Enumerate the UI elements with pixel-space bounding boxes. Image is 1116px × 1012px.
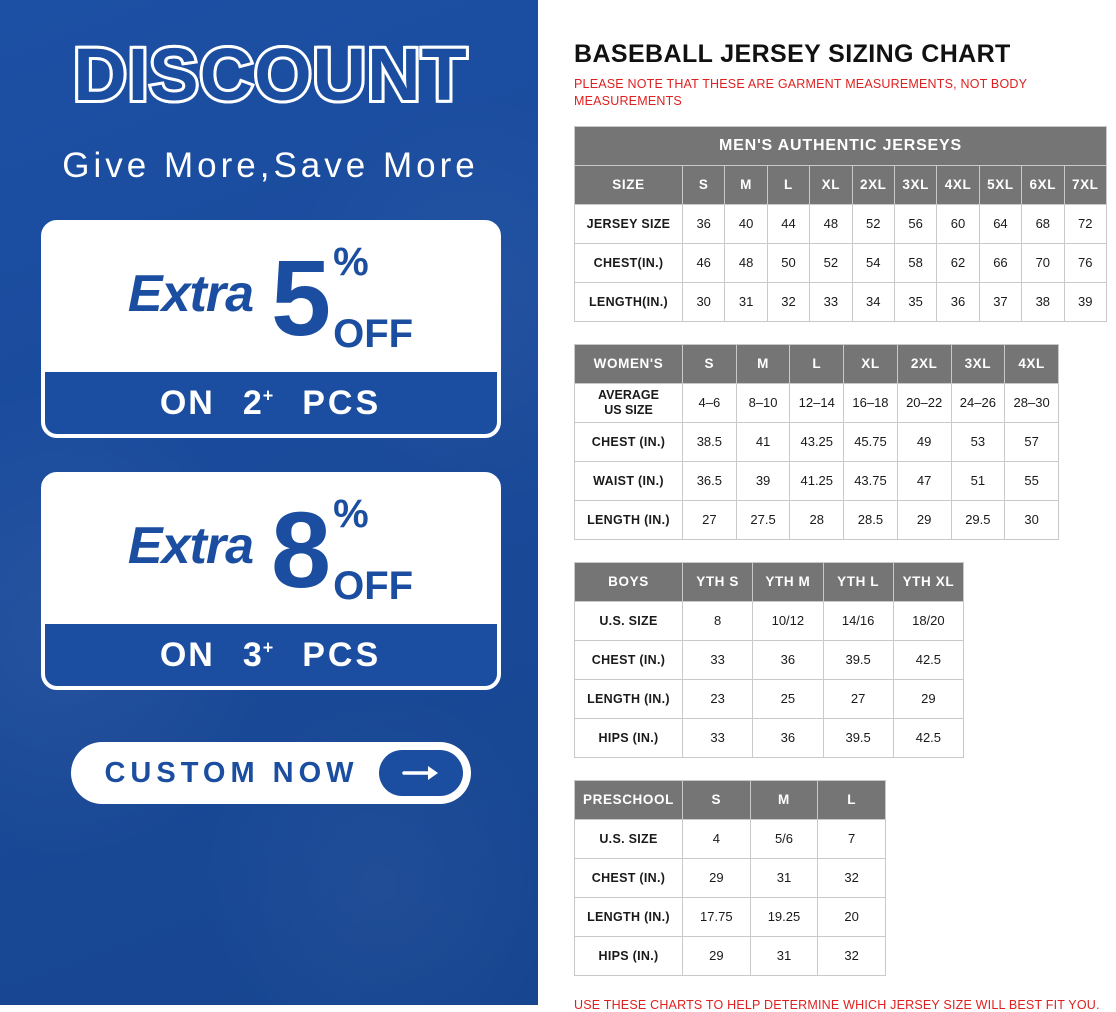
cell: 49: [897, 422, 951, 461]
offer-card-top: [45, 476, 497, 624]
cell: 51: [951, 461, 1005, 500]
mens-size-header: S: [683, 165, 725, 204]
cell: 28.5: [844, 500, 898, 539]
promo-title: DISCOUNT: [73, 33, 468, 116]
cell: 36.5: [683, 461, 737, 500]
cell: 45.75: [844, 422, 898, 461]
table-row: [575, 126, 1107, 165]
table-row: [575, 679, 964, 718]
cell: 60: [937, 204, 979, 243]
cell: 39: [1064, 282, 1106, 321]
cell: 28–30: [1005, 383, 1059, 422]
offer-percent-sign: %: [333, 492, 369, 536]
boys-size-header: YTH L: [823, 562, 893, 601]
cell: 32: [818, 858, 886, 897]
cell: 27: [683, 500, 737, 539]
table-row: [575, 819, 886, 858]
offer-percent-number: 5: [271, 237, 330, 359]
cell: 52: [852, 204, 894, 243]
mens-sizing-table: [574, 126, 1107, 322]
row-label: LENGTH (IN.): [575, 679, 683, 718]
cell: 50: [767, 243, 809, 282]
cell: 38: [1022, 282, 1064, 321]
offer-on-label: ON: [159, 635, 215, 674]
cell: 10/12: [753, 601, 823, 640]
row-label: LENGTH (IN.): [575, 500, 683, 539]
table-row: [575, 601, 964, 640]
cell: 17.75: [683, 897, 751, 936]
cell: 4–6: [683, 383, 737, 422]
cell: 41.25: [790, 461, 844, 500]
table-row: [575, 344, 1059, 383]
cell: 8: [683, 601, 753, 640]
cell: 41: [736, 422, 790, 461]
preschool-header-label: PRESCHOOL: [575, 780, 683, 819]
womens-size-header: XL: [844, 344, 898, 383]
row-label: U.S. SIZE: [575, 601, 683, 640]
table-row: [575, 422, 1059, 461]
cell: 12–14: [790, 383, 844, 422]
offer-pcs-label: PCS: [302, 635, 382, 674]
cell: 29: [683, 936, 751, 975]
discount-promo-panel: [0, 0, 541, 1005]
cell: 39.5: [823, 640, 893, 679]
mens-size-header: L: [767, 165, 809, 204]
cell: 18/20: [893, 601, 963, 640]
offer-card-8-percent[interactable]: [41, 472, 501, 690]
table-row: [575, 936, 886, 975]
mens-banner: MEN'S AUTHENTIC JERSEYS: [575, 126, 1107, 165]
womens-size-header: M: [736, 344, 790, 383]
promo-subtitle: Give More,Save More: [62, 146, 479, 185]
offer-card-top: [45, 224, 497, 372]
cell: 58: [894, 243, 936, 282]
cell: 48: [725, 243, 767, 282]
cell: 44: [767, 204, 809, 243]
offer-percent-off-group: [333, 242, 413, 354]
measurement-note: PLEASE NOTE THAT THESE ARE GARMENT MEASUREMENTS, NOT BODY MEASUREMENTS: [574, 77, 1027, 108]
cell: 40: [725, 204, 767, 243]
arrow-right-icon: [379, 750, 463, 796]
cell: 57: [1005, 422, 1059, 461]
cell: 27: [823, 679, 893, 718]
cell: 33: [683, 640, 753, 679]
offer-extra-label: Extra: [127, 517, 253, 575]
cell: 48: [810, 204, 852, 243]
cell: 29: [897, 500, 951, 539]
row-label: CHEST(IN.): [575, 243, 683, 282]
offer-qty-plus: +: [262, 385, 275, 406]
cell: 5/6: [750, 819, 818, 858]
cell: 53: [951, 422, 1005, 461]
table-row: [575, 897, 886, 936]
cell: 35: [894, 282, 936, 321]
womens-header-label: WOMEN'S: [575, 344, 683, 383]
table-row: [575, 858, 886, 897]
table-row: [575, 204, 1107, 243]
cell: 29: [893, 679, 963, 718]
custom-now-label: CUSTOM NOW: [104, 756, 359, 789]
cell: 19.25: [750, 897, 818, 936]
mens-header-label: SIZE: [575, 165, 683, 204]
cell: 52: [810, 243, 852, 282]
row-label: HIPS (IN.): [575, 718, 683, 757]
cell: 68: [1022, 204, 1064, 243]
mens-size-header: 7XL: [1064, 165, 1106, 204]
cell: 72: [1064, 204, 1106, 243]
cell: 76: [1064, 243, 1106, 282]
offer-off-label: OFF: [333, 312, 414, 356]
row-label: WAIST (IN.): [575, 461, 683, 500]
cell: 33: [683, 718, 753, 757]
cell: 4: [683, 819, 751, 858]
offer-on-label: ON: [159, 383, 215, 422]
cell: 27.5: [736, 500, 790, 539]
table-row: [575, 718, 964, 757]
cell: 36: [753, 718, 823, 757]
cell: 31: [725, 282, 767, 321]
cell: 39: [736, 461, 790, 500]
page-title: BASEBALL JERSEY SIZING CHART: [574, 40, 1011, 68]
cell: 30: [683, 282, 725, 321]
cell: 31: [750, 858, 818, 897]
row-label: AVERAGE US SIZE: [575, 383, 683, 422]
cell: 56: [894, 204, 936, 243]
table-row: [575, 165, 1107, 204]
table-row: [575, 282, 1107, 321]
cell: 24–26: [951, 383, 1005, 422]
cell: 8–10: [736, 383, 790, 422]
cell: 62: [937, 243, 979, 282]
row-label: CHEST (IN.): [575, 640, 683, 679]
cell: 42.5: [893, 718, 963, 757]
cell: 36: [683, 204, 725, 243]
offer-percent-off-group: [333, 494, 413, 606]
cell: 42.5: [893, 640, 963, 679]
preschool-size-header: S: [683, 780, 751, 819]
mens-size-header: 3XL: [894, 165, 936, 204]
custom-now-button[interactable]: [71, 742, 471, 804]
boys-header-label: BOYS: [575, 562, 683, 601]
cell: 16–18: [844, 383, 898, 422]
offer-qty-plus: +: [262, 637, 275, 658]
offer-extra-label: Extra: [127, 265, 253, 323]
mens-size-header: 4XL: [937, 165, 979, 204]
offer-qty-number: 3: [242, 635, 263, 674]
row-label: JERSEY SIZE: [575, 204, 683, 243]
womens-size-header: 4XL: [1005, 344, 1059, 383]
cell: 28: [790, 500, 844, 539]
cell: 29.5: [951, 500, 1005, 539]
offer-pcs-label: PCS: [302, 383, 382, 422]
cell: 47: [897, 461, 951, 500]
boys-sizing-table: [574, 562, 964, 758]
mens-size-header: 6XL: [1022, 165, 1064, 204]
sizing-charts-panel: [541, 0, 1116, 1012]
row-label: CHEST (IN.): [575, 422, 683, 461]
offer-qty-number: 2: [242, 383, 263, 422]
boys-size-header: YTH XL: [893, 562, 963, 601]
cell: 38.5: [683, 422, 737, 461]
row-label: LENGTH(IN.): [575, 282, 683, 321]
cell: 55: [1005, 461, 1059, 500]
offer-card-5-percent[interactable]: [41, 220, 501, 438]
mens-size-header: M: [725, 165, 767, 204]
offer-card-condition: [45, 624, 497, 686]
cell: 54: [852, 243, 894, 282]
offer-qty: [243, 636, 274, 675]
cell: 7: [818, 819, 886, 858]
boys-size-header: YTH S: [683, 562, 753, 601]
table-row: [575, 562, 964, 601]
mens-size-header: 2XL: [852, 165, 894, 204]
cell: 64: [979, 204, 1021, 243]
table-row: [575, 780, 886, 819]
womens-size-header: L: [790, 344, 844, 383]
womens-sizing-table: [574, 344, 1059, 540]
preschool-size-header: M: [750, 780, 818, 819]
offer-percent-sign: %: [333, 240, 369, 284]
womens-size-header: 2XL: [897, 344, 951, 383]
cell: 39.5: [823, 718, 893, 757]
offer-qty: [243, 384, 274, 423]
womens-size-header: 3XL: [951, 344, 1005, 383]
womens-size-header: S: [683, 344, 737, 383]
table-row: [575, 500, 1059, 539]
cell: 37: [979, 282, 1021, 321]
row-label: CHEST (IN.): [575, 858, 683, 897]
cell: 31: [750, 936, 818, 975]
cell: 29: [683, 858, 751, 897]
table-row: [575, 640, 964, 679]
cell: 30: [1005, 500, 1059, 539]
cell: 66: [979, 243, 1021, 282]
cell: 70: [1022, 243, 1064, 282]
cell: 14/16: [823, 601, 893, 640]
cell: 32: [767, 282, 809, 321]
offer-card-condition: [45, 372, 497, 434]
mens-size-header: 5XL: [979, 165, 1021, 204]
mens-size-header: XL: [810, 165, 852, 204]
cell: 34: [852, 282, 894, 321]
row-label: HIPS (IN.): [575, 936, 683, 975]
cell: 43.75: [844, 461, 898, 500]
cell: 25: [753, 679, 823, 718]
offer-percent-number: 8: [271, 489, 330, 611]
cell: 20: [818, 897, 886, 936]
cell: 33: [810, 282, 852, 321]
cell: 43.25: [790, 422, 844, 461]
cell: 36: [937, 282, 979, 321]
table-row: [575, 243, 1107, 282]
cell: 46: [683, 243, 725, 282]
row-label: LENGTH (IN.): [575, 897, 683, 936]
table-row: [575, 383, 1059, 422]
preschool-sizing-table: [574, 780, 886, 976]
cell: 36: [753, 640, 823, 679]
boys-size-header: YTH M: [753, 562, 823, 601]
preschool-size-header: L: [818, 780, 886, 819]
table-row: [575, 461, 1059, 500]
cell: 20–22: [897, 383, 951, 422]
chart-footer-note: USE THESE CHARTS TO HELP DETERMINE WHICH JERSEY SIZE WILL BEST FIT YOU.: [574, 997, 1100, 1012]
cell: 23: [683, 679, 753, 718]
offer-off-label: OFF: [333, 564, 414, 608]
cell: 32: [818, 936, 886, 975]
row-label: U.S. SIZE: [575, 819, 683, 858]
